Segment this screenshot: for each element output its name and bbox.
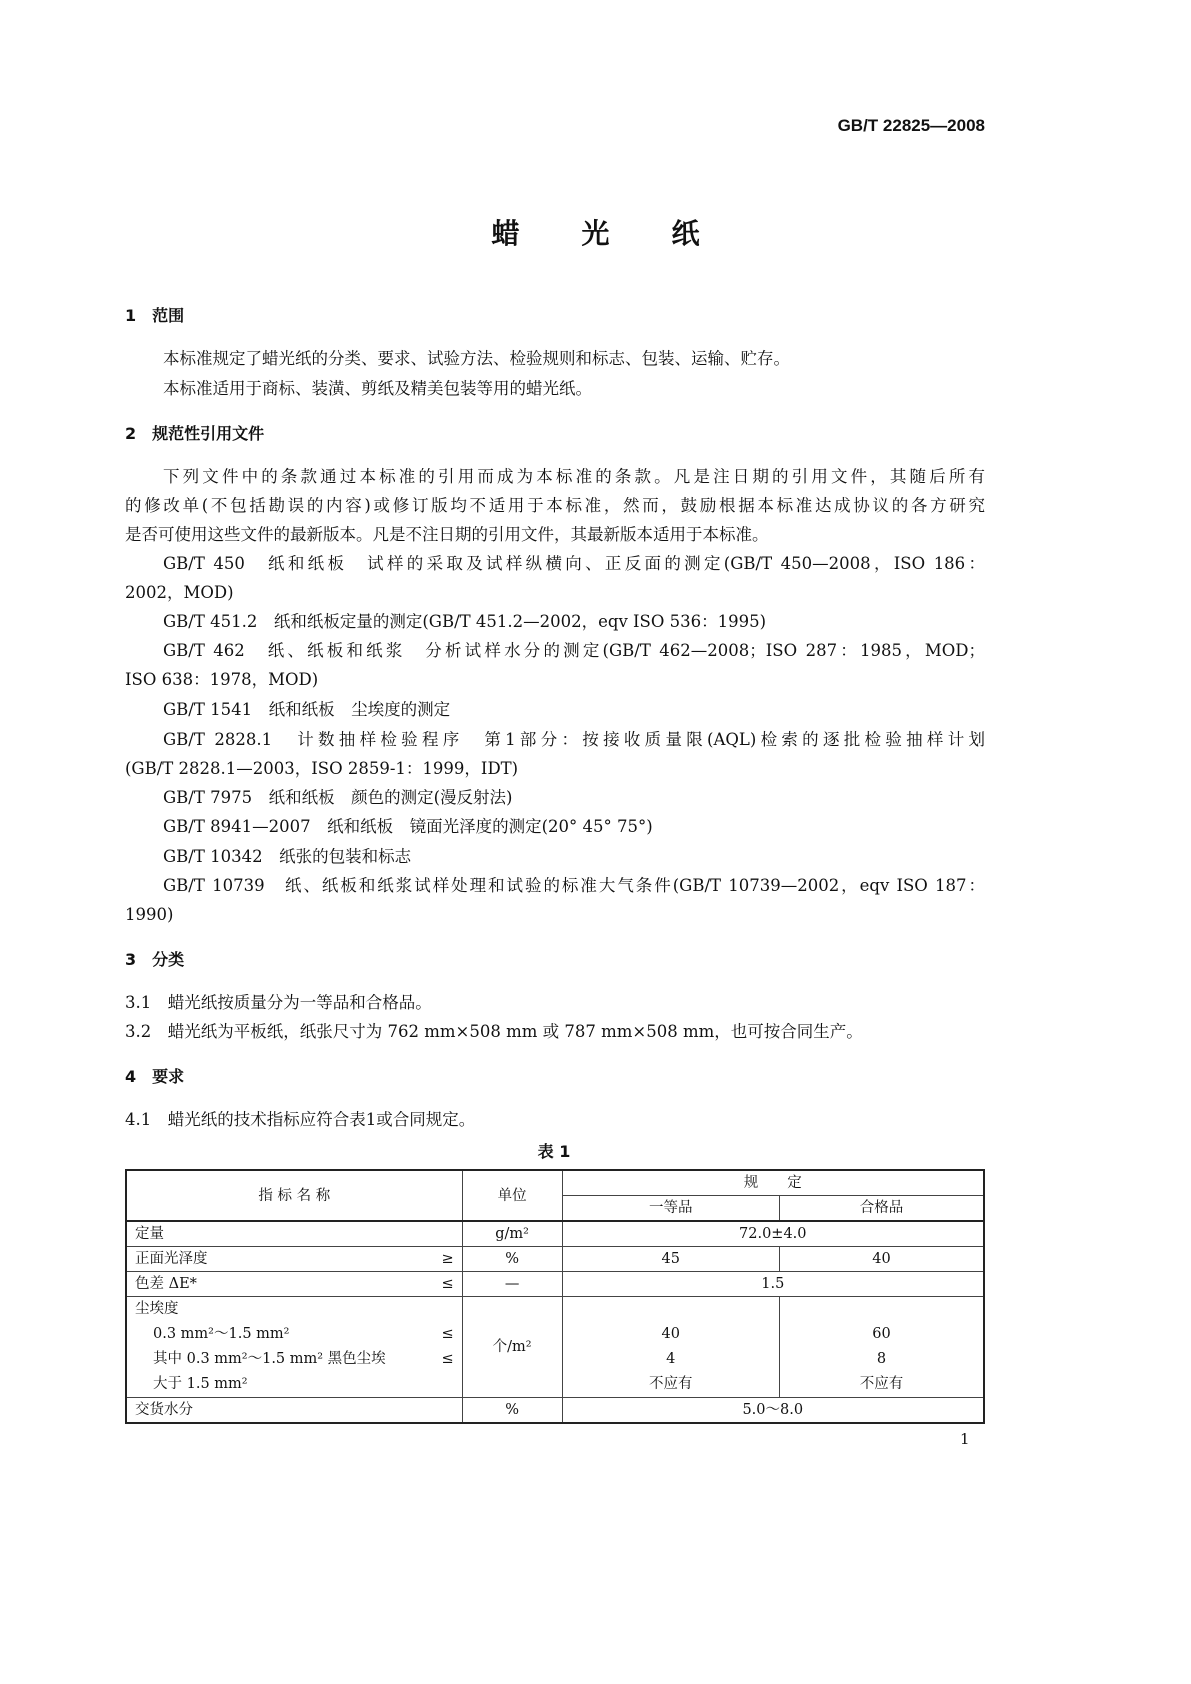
paragraph: 本标准适用于商标、装潢、剪纸及精美包装等用的蜡光纸。	[163, 379, 592, 398]
reference: GB/T 7975 纸和纸板 颜色的测定(漫反射法)	[163, 788, 513, 807]
section-3-heading: 3 分类	[125, 950, 185, 969]
table-title: 表 1	[537, 1142, 571, 1161]
section-1-heading: 1 范围	[125, 306, 185, 325]
cell-value: 不应有	[859, 1376, 904, 1392]
page-number: 1	[960, 1430, 970, 1448]
reference: GB/T 1541 纸和纸板 尘埃度的测定	[163, 700, 451, 719]
cell-symbol: ≤	[441, 1326, 454, 1342]
cell-name: 定量	[126, 1221, 462, 1247]
section-4-heading: 4 要求	[125, 1067, 185, 1086]
cell-unit: %	[462, 1398, 562, 1424]
sub-name: 大于 1.5 mm²	[153, 1376, 248, 1392]
header-grade2: 合格品	[779, 1196, 984, 1222]
reference-cont: ISO 638：1978，MOD)	[125, 670, 319, 689]
reference: GB/T 450 纸和纸板 试样的采取及试样纵横向、正反面的测定(GB/T 450—2008，ISO 186：	[163, 554, 985, 573]
spec-table	[125, 1169, 985, 1424]
cell-value: 不应有	[649, 1376, 693, 1392]
paragraph: 是否可使用这些文件的最新版本。凡是不注日期的引用文件，其最新版本适用于本标准。	[125, 525, 769, 544]
cell-value: 72.0±4.0	[562, 1221, 984, 1247]
cell-name: 尘埃度	[135, 1301, 179, 1317]
reference: GB/T 451.2 纸和纸板定量的测定(GB/T 451.2—2002，eqv ISO 536：1995)	[163, 612, 767, 631]
cell-value: 8	[876, 1351, 887, 1367]
cell-value: 60	[872, 1326, 891, 1342]
table-row	[126, 1297, 984, 1398]
reference: GB/T 10739 纸、纸板和纸浆试样处理和试验的标准大气条件(GB/T 10739—2002，eqv ISO 187：	[163, 876, 985, 895]
reference: GB/T 10342 纸张的包装和标志	[163, 847, 412, 866]
cell-value: 1.5	[562, 1272, 984, 1297]
header-unit: 单位	[462, 1170, 562, 1221]
cell-symbol: ≤	[441, 1351, 454, 1367]
cell-value: 4	[666, 1351, 676, 1367]
section-2-heading: 2 规范性引用文件	[125, 424, 265, 443]
table-row	[126, 1272, 984, 1297]
cell-value: 40	[779, 1247, 984, 1272]
clause: 3.1 蜡光纸按质量分为一等品和合格品。	[125, 993, 432, 1012]
cell-unit: %	[462, 1247, 562, 1272]
clause: 3.2 蜡光纸为平板纸，纸张尺寸为 762 mm×508 mm 或 787 mm×508 mm，也可按合同生产。	[125, 1022, 863, 1041]
reference-cont: (GB/T 2828.1—2003，ISO 2859-1：1999，IDT)	[125, 759, 519, 778]
sub-name: 0.3 mm²～1.5 mm²	[153, 1326, 290, 1342]
paragraph: 的修改单(不包括勘误的内容)或修订版均不适用于本标准，然而，鼓励根据本标准达成协议的各方研究	[125, 496, 985, 515]
cell-unit: g/m²	[462, 1221, 562, 1247]
cell-value: 45	[562, 1247, 779, 1272]
cell-name: 正面光泽度	[135, 1251, 208, 1267]
cell-value: 5.0～8.0	[562, 1398, 984, 1424]
cell-unit: —	[462, 1272, 562, 1297]
header-grade1: 一等品	[562, 1196, 779, 1222]
standard-code: GB/T 22825—2008	[837, 116, 985, 135]
reference: GB/T 2828.1 计数抽样检验程序 第1部分：按接收质量限(AQL)检索的逐批检验抽样计划	[163, 730, 985, 749]
reference: GB/T 462 纸、纸板和纸浆 分析试样水分的测定(GB/T 462—2008；ISO 287：1985，MOD；	[163, 641, 985, 660]
cell-name: 交货水分	[126, 1398, 462, 1424]
document-title: 蜡光纸	[491, 217, 762, 250]
cell-unit: 个/m²	[462, 1297, 562, 1398]
cell-value: 40	[661, 1326, 680, 1342]
table-row	[126, 1398, 984, 1424]
cell-name: 色差 ΔE*	[135, 1276, 197, 1292]
paragraph: 下列文件中的条款通过本标准的引用而成为本标准的条款。凡是注日期的引用文件，其随后所有	[163, 467, 985, 486]
cell-symbol: ≥	[441, 1251, 454, 1267]
table-row	[126, 1247, 984, 1272]
reference: GB/T 8941—2007 纸和纸板 镜面光泽度的测定(20° 45° 75°)	[163, 817, 653, 836]
sub-name: 其中 0.3 mm²～1.5 mm² 黑色尘埃	[153, 1351, 386, 1367]
cell-symbol: ≤	[441, 1276, 454, 1292]
header-name: 指 标 名 称	[126, 1170, 462, 1221]
reference-cont: 2002，MOD)	[125, 583, 234, 602]
table-row	[126, 1221, 984, 1247]
header-spec: 规 定	[562, 1170, 984, 1196]
reference-cont: 1990)	[125, 905, 174, 924]
paragraph: 本标准规定了蜡光纸的分类、要求、试验方法、检验规则和标志、包装、运输、贮存。	[163, 349, 790, 368]
table-header-row	[126, 1170, 984, 1196]
clause: 4.1 蜡光纸的技术指标应符合表1或合同规定。	[125, 1110, 476, 1129]
